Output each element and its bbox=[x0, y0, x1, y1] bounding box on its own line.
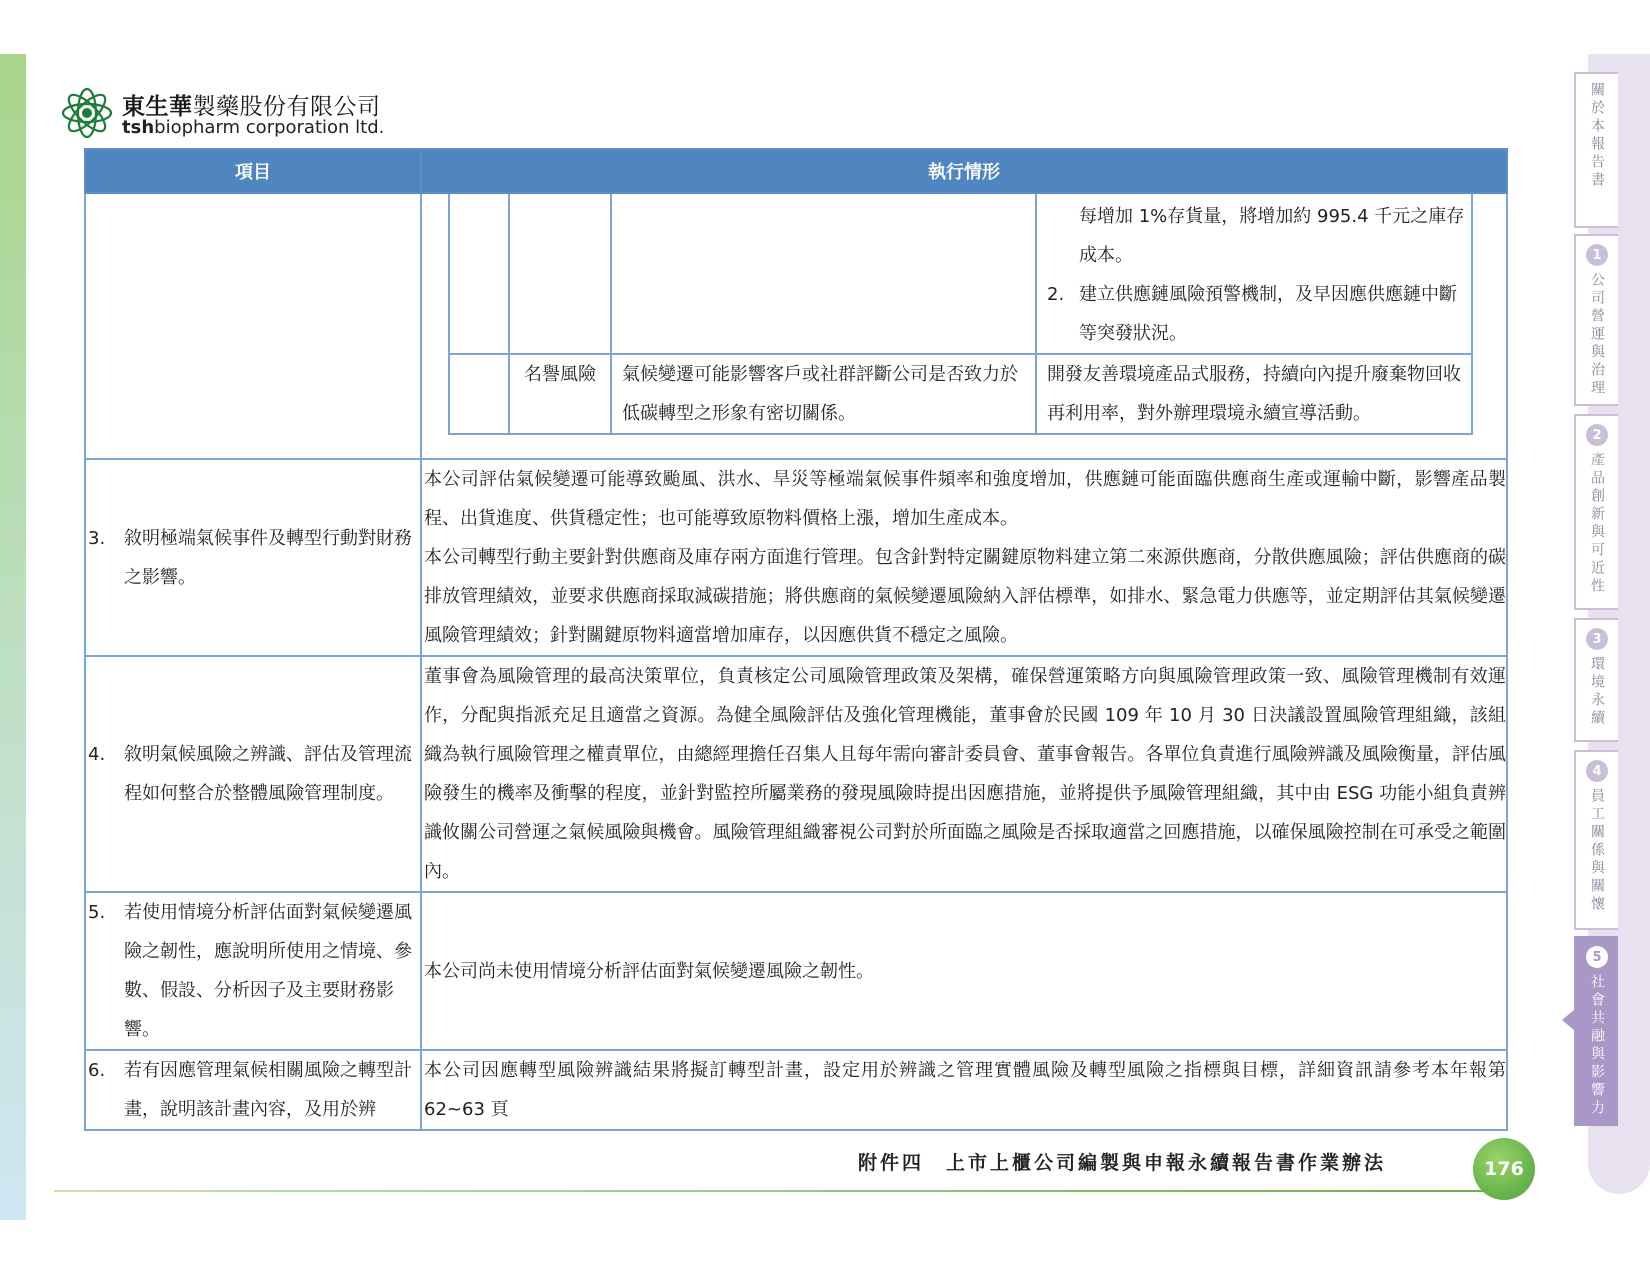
nested-table-cell bbox=[421, 193, 1507, 459]
tab-number-badge: 3 bbox=[1586, 628, 1608, 650]
item-cell: 4. 敘明氣候風險之辨識、評估及管理流程如何整合於整體風險管理制度。 bbox=[85, 656, 421, 892]
side-tab-5[interactable]: 5 社會共融與影響力 bbox=[1574, 936, 1618, 1126]
table-row bbox=[85, 459, 1507, 656]
risk-desc-cell: 氣候變遷可能影響客戶或社群評斷公司是否致力於低碳轉型之形象有密切關係。 bbox=[611, 354, 1036, 434]
measure-text: 每增加 1%存貨量，將增加約 995.4 千元之庫存成本。 bbox=[1079, 206, 1465, 266]
table-row bbox=[85, 656, 1507, 892]
side-tab-2[interactable]: 2 產品創新與可近性 bbox=[1574, 414, 1618, 610]
nested-cell bbox=[449, 194, 509, 354]
header-exec: 執行情形 bbox=[421, 149, 1507, 193]
table-row bbox=[85, 892, 1507, 1050]
page-number: 176 bbox=[1473, 1138, 1535, 1200]
nested-cell bbox=[449, 354, 509, 434]
item-cell: 3. 敘明極端氣候事件及轉型行動對財務之影響。 bbox=[85, 459, 421, 656]
header-item: 項目 bbox=[85, 149, 421, 193]
exec-cell: 本公司評估氣候變遷可能導致颱風、洪水、旱災等極端氣候事件頻率和強度增加，供應鏈可能面臨供應商生產或運輸中斷，影響產品製程、出貨進度、供貨穩定性；也可能導致原物料價格上漲，增加生產成本。 本公司轉型行動主要針對供應商及庫存兩方面進行管理。包含針對特定關鍵原物料建立第二來源供應商，分散供應風險；評估供應商的碳排放管理績效，並要求供應商採取減碳措施；將供應商的氣候變遷風險納入評估標準，如排水、緊急電力供應等，並定期評估其氣候變遷風險管理績效；針對關鍵原物料適當增加庫存，以因應供貨不穩定之風險。 bbox=[421, 459, 1507, 656]
tab-number-badge: 4 bbox=[1586, 760, 1608, 782]
risk-type-cell: 名譽風險 bbox=[509, 354, 611, 434]
disclosure-table bbox=[84, 148, 1508, 1131]
tab-number-badge: 2 bbox=[1586, 424, 1608, 446]
company-logo bbox=[58, 84, 388, 144]
tab-number-badge: 1 bbox=[1586, 244, 1608, 266]
nested-measure-cell bbox=[1036, 194, 1472, 354]
exec-cell: 本公司尚未使用情境分析評估面對氣候變遷風險之韌性。 bbox=[421, 892, 1507, 1050]
nested-row-reputation bbox=[449, 354, 1472, 434]
side-tab-1[interactable]: 1 公司營運與治理 bbox=[1574, 234, 1618, 406]
nested-cell bbox=[509, 194, 611, 354]
side-tab-4[interactable]: 4 員工關係與關懷 bbox=[1574, 750, 1618, 930]
side-tab-3[interactable]: 3 環境永續 bbox=[1574, 618, 1618, 742]
exec-cell: 董事會為風險管理的最高決策單位，負責核定公司風險管理政策及架構，確保營運策略方向與風險管理政策一致、風險管理機制有效運作，分配與指派充足且適當之資源。為健全風險評估及強化管理機能，董事會於民國 109 年 10 月 30 日決議設置風險管理組織，該組織為執行風險管理之權責單位，由總經理擔任召集人且每年需向審計委員會、董事會報告。各單位負責進行風險辨識及風險衡量，評估風險發生的機率及衝擊的程度，並針對監控所屬業務的發現風險時提出因應措施，並將提供予風險管理組織，其中由 ESG 功能小組負責辨識攸關公司營運之氣候風險與機會。風險管理組織審視公司對於所面臨之風險是否採取適當之回應措施，以確保風險控制在可承受之範圍內。 bbox=[421, 656, 1507, 892]
footer-divider bbox=[54, 1190, 1484, 1192]
exec-cell: 本公司因應轉型風險辨識結果將擬訂轉型計畫，設定用於辨識之管理實體風險及轉型風險之指標與目標，詳細資訊請參考本年報第 62~63 頁 bbox=[421, 1050, 1507, 1130]
table-row bbox=[85, 1050, 1507, 1130]
logo-icon bbox=[58, 84, 116, 142]
risk-measure-cell: 開發友善環境產品式服務，持續向內提升廢棄物回收再利用率，對外辦理環境永續宣導活動。 bbox=[1036, 354, 1472, 434]
footer-title: 附件四 上市上櫃公司編製與申報永續報告書作業辦法 bbox=[858, 1152, 1387, 1174]
company-name-zh: 東生華製藥股份有限公司 bbox=[122, 94, 381, 120]
side-tab-about[interactable]: 關於本報告書 bbox=[1574, 72, 1618, 228]
nested-risk-table bbox=[448, 194, 1473, 435]
nested-row-continued bbox=[449, 194, 1472, 354]
measure-item-2: 2. 建立供應鏈風險預警機制，及早因應供應鏈中斷等突發狀況。 bbox=[1047, 284, 1457, 344]
item-cell: 6. 若有因應管理氣候相關風險之轉型計畫，說明該計畫內容，及用於辨 bbox=[85, 1050, 421, 1130]
nested-cell bbox=[611, 194, 1036, 354]
company-name-en: tshbiopharm corporation ltd. bbox=[122, 117, 385, 138]
tab-number-badge: 5 bbox=[1586, 946, 1608, 968]
continued-item-cell bbox=[85, 193, 421, 459]
left-accent-bar bbox=[0, 54, 26, 1220]
item-cell: 5. 若使用情境分析評估面對氣候變遷風險之韌性，應說明所使用之情境、參數、假設、分析因子及主要財務影響。 bbox=[85, 892, 421, 1050]
active-tab-arrow bbox=[1562, 1010, 1574, 1030]
